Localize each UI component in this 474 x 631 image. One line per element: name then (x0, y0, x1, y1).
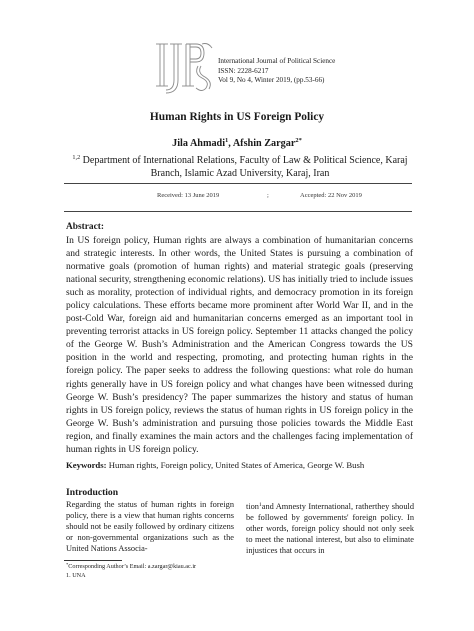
journal-name: International Journal of Political Science (218, 57, 336, 65)
author-separator: , (228, 138, 233, 149)
affiliation (66, 151, 414, 180)
paper-title: Human Rights in US Foreign Policy (149, 111, 325, 123)
corresponding-author-note (66, 561, 196, 572)
divider-top (64, 183, 412, 184)
accepted-date: Accepted: 22 Nov 2019 (300, 192, 362, 199)
footnote-asterisk: * (66, 562, 69, 567)
journal-issn: ISSN: 2228-6217 (218, 66, 269, 75)
affiliation-superscript: 1,2 (72, 154, 81, 161)
author-name: Afshin Zargar (232, 138, 296, 149)
introduction-heading: Introduction (66, 487, 119, 498)
abstract-heading: Abstract: (66, 222, 105, 232)
journal-volume: Vol 9, No 4, Winter 2019, (pp.53-66) (218, 76, 325, 85)
keywords (66, 460, 416, 470)
divider-bottom (64, 211, 412, 212)
keywords-label: Keywords: (66, 460, 107, 470)
author-superscript: 2* (295, 137, 302, 144)
abstract-body: In US foreign policy, Human rights are always a combination of humanitarian concerns and strategic interests. In other words, the United States is pursuing a combination of normative goals (promotion of human rights) and material strategic goals (preserving national security, strengthening economic relations). US has initially tried to include issues such as morality, protection of individual rights, and democracy promotion in its foreign policy calculations. These efforts became more prominent after World War II, and in the post-Cold War, foreign aid and humanitarian concerns emerged as an important tool in preventing terrorist attacks in US foreign policy. September 11 attacks changed the policy of the George W. Bush’s Administration and the American Congress towards the US position in the world and respecting, promoting, and protecting human rights in the foreign policy. The paper seeks to address the following questions: what role do human rights generally have in US foreign policy and what changes have been witnessed during George W. Bush’s presidency? The paper summarizes the history and status of human rights in US foreign policy, reviews the status of human rights in US foreign policy in the George W. Bush’s administration and pursuing those policies towards the Middle East region, and finally examines the main actors and the challenges facing implementation of human rights in US foreign policy. (66, 235, 413, 455)
received-date: Received: 13 June 2019 (157, 192, 220, 199)
footnote-marker: 1 (258, 502, 262, 508)
footnote-1: 1. UNA (66, 571, 86, 579)
intro-right-text: and Amnesty International, ratherthey should be followed by governments' foreign policy. In other words, foreign policy should not only seek to meet the national interest, but also to eliminate injustices that occurs in (246, 502, 414, 555)
intro-left-column: Regarding the status of human rights in foreign policy, there is a view that human rights concerns should not be easily followed by ordinary citizens or non-governmental organizations such as the United Nations Associa- (66, 500, 234, 553)
keywords-text: Human rights, Foreign policy, United States of America, George W. Bush (106, 460, 365, 470)
corresponding-author-text: Corresponding Author’s Email: a.zargar@kiau.ac.ir (68, 563, 197, 570)
author-superscript: 1 (225, 137, 229, 144)
journal-info (218, 57, 335, 86)
intro-right-text: tion (246, 502, 259, 511)
author-line (0, 137, 474, 149)
dates-separator: ; (267, 192, 269, 199)
affiliation-text: Department of International Relations, Faculty of Law & Political Science, Karaj Branch, Islamic Azad University, Karaj, Iran (80, 155, 408, 179)
footnotes (66, 561, 196, 580)
journal-logo (150, 36, 216, 94)
intro-right-column (246, 500, 414, 557)
author-name: Jila Ahmadi (172, 138, 226, 149)
